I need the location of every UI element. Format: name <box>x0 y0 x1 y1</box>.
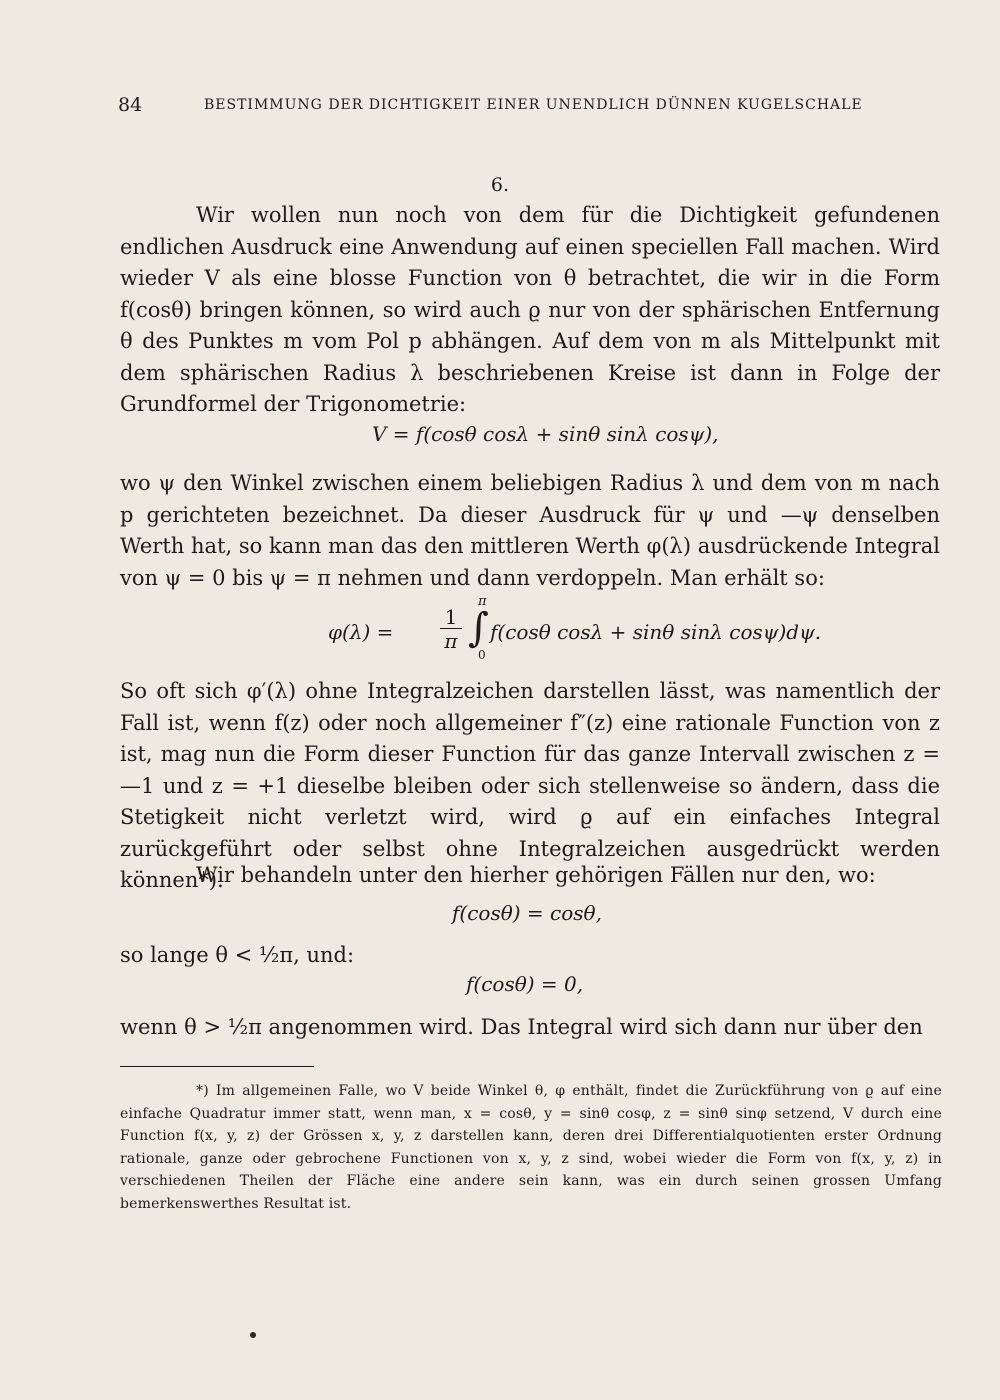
footnote-divider <box>120 1066 314 1067</box>
ink-dot <box>250 1332 256 1338</box>
page-header <box>118 94 863 122</box>
integral-upper-limit: π <box>478 594 487 609</box>
fraction-numerator: 1 <box>444 605 458 629</box>
paragraph-intro: Wir wollen nun noch von dem für die Dichtigkeit gefundenen endlichen Ausdruck eine Anwendung auf einen speciellen Fall machen. Wird wieder V als eine blosse Function von θ betrachtet, die wir in die Form f(cosθ) bringen können, so wird auch ϱ nur von der sphärischen Entfernung θ des Punktes m vom Pol p abhängen. Auf dem von m als Mittelpunkt mit dem sphärischen Radius λ beschriebenen Kreise ist dann in Folge der Grundformel der Trigonometrie: <box>120 203 940 416</box>
page-number: 84 <box>118 94 143 116</box>
equation-case-cos: f(cosθ) = cosθ, <box>452 901 602 925</box>
footnote: *) Im allgemeinen Falle, wo V beide Winkel θ, φ enthält, findet die Zurückführung von ϱ auf eine einfache Quadratur immer statt, wenn man, x = cosθ, y = sinθ cosφ, z = sinθ sinφ setzend, V durch eine Function f(x, y, z) der Grössen x, y, z darstellen kann, deren drei Differentialquotienten erster Ordnung rationale, ganze oder gebrochene Functionen von x, y, z sind, wobei wieder die Form von f(x, y, z) in verschiedenen Theilen der Fläche eine andere sein kann, was ein durch seinen grossen Umfang bemerkenswerthes Resultat ist. <box>120 1083 942 1212</box>
paragraph-case: Wir behandeln unter den hierher gehörigen Fällen nur den, wo: <box>196 863 876 887</box>
running-title: BESTIMMUNG DER DICHTIGKEIT EINER UNENDLICH DÜNNEN KUGELSCHALE <box>204 97 863 113</box>
paragraph-condition-less: so lange θ < ½π, und: <box>120 943 355 967</box>
equation-case-zero: f(cosθ) = 0, <box>466 972 584 996</box>
equation-trigonometric: V = f(cosθ cosλ + sinθ sinλ cosψ), <box>372 422 719 446</box>
paragraph-condition-greater: wenn θ > ½π angenommen wird. Das Integral wird sich dann nur über den <box>120 1015 923 1039</box>
integrand: f(cosθ cosλ + sinθ sinλ cosψ)dψ. <box>490 620 822 644</box>
fraction-denominator: π <box>440 628 462 653</box>
integral-lower-limit: 0 <box>478 648 486 662</box>
integral-lhs: φ(λ) = <box>328 620 394 644</box>
section-number: 6. <box>490 174 510 196</box>
paragraph-integral-conditions: So oft sich φ′(λ) ohne Integralzeichen darstellen lässt, was namentlich der Fall ist, wenn f(z) oder noch allgemeiner f″(z) eine rationale Function von z ist, mag nun die Form dieser Function für das ganze Intervall zwischen z = —1 und z = +1 dieselbe bleiben oder sich stellenweise so ändern, dass die Stetigkeit nicht verletzt wird, wird ϱ auf ein einfaches Integral zurückgeführt oder selbst ohne Integralzeichen ausgedrückt werden können*). <box>120 679 940 892</box>
fraction <box>440 606 462 653</box>
paragraph-mean-value: wo ψ den Winkel zwischen einem beliebigen Radius λ und dem von m nach p gerichteten bezeichnet. Da dieser Ausdruck für ψ und —ψ denselben Werth hat, so kann man das den mittleren Werth φ(λ) ausdrückende Integral von ψ = 0 bis ψ = π nehmen und dann verdoppeln. Man erhält so: <box>120 471 940 590</box>
integral-sign-icon: ∫ <box>468 605 489 651</box>
